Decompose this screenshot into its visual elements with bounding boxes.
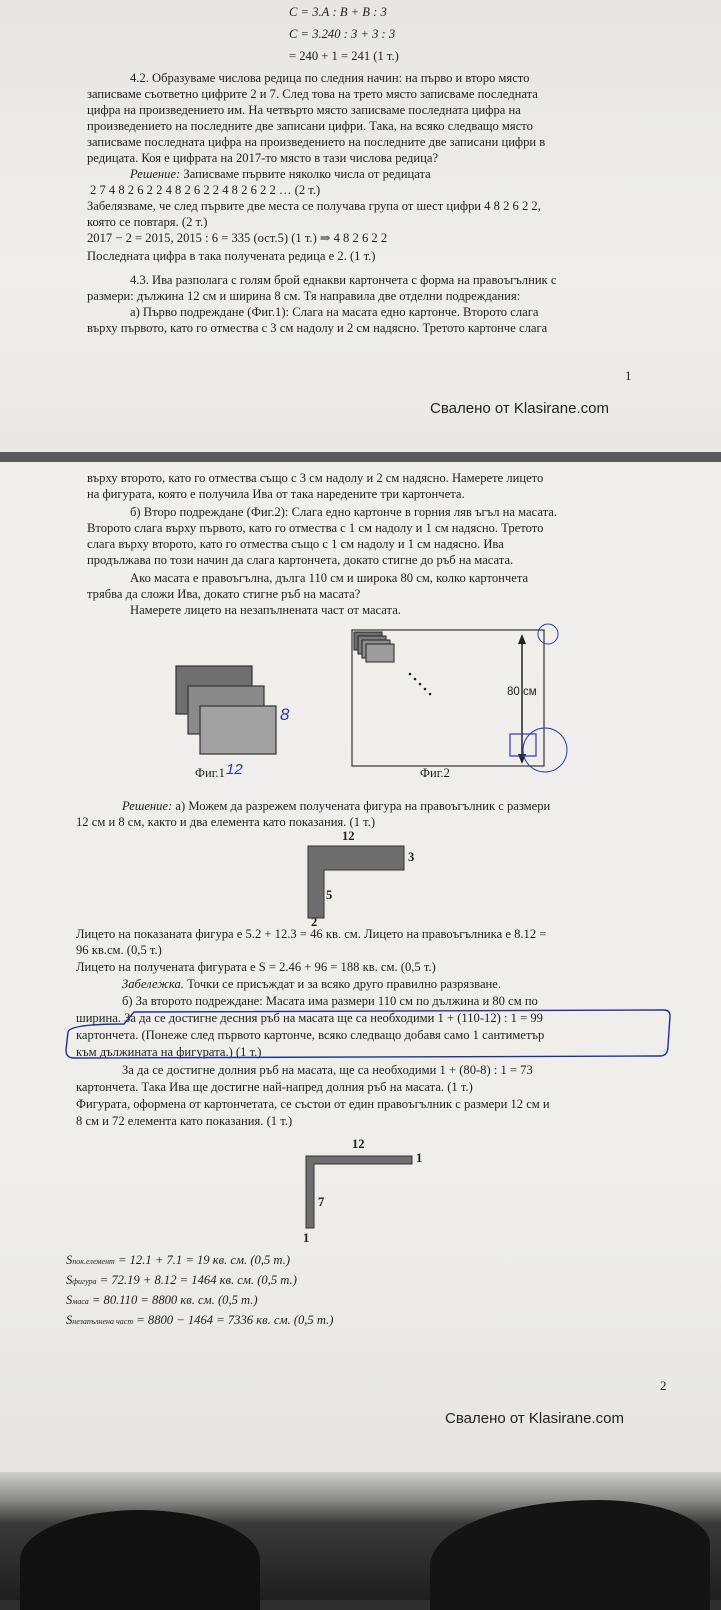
- formula-2-symbol: S: [66, 1273, 73, 1287]
- fig-1-caption: Фиг.1: [195, 766, 225, 780]
- equation-line-1: C = 3.А : В + В : 3: [289, 5, 387, 19]
- b-line-3: картончета. (Понеже след първото картонче, всяко следващо добавя само 1 сантиметър: [76, 1028, 545, 1042]
- background-dark-shape-left: [20, 1510, 260, 1610]
- formula-4-sub: незапълнена част: [72, 1317, 134, 1326]
- note-line-1: Забелязваме, че след първите две места се получава група от шест цифри 4 8 2 6 2 2,: [87, 199, 541, 213]
- shape-1: [300, 832, 430, 932]
- sol-a-label: Решение:: [122, 799, 173, 813]
- formula-2: [66, 1272, 297, 1290]
- sequence-line: 2 7 4 8 2 6 2 2 4 8 2 6 2 2 4 8 2 6 2 2 … (2 т.): [90, 183, 321, 197]
- problem-4-3-line-4: върху първото, като го отмества с 3 см надолу и 2 см надясно. Третото картонче слага: [87, 321, 548, 335]
- dot-5: [429, 693, 432, 696]
- problem-4-2-line-4: произведението на последните две записани цифри. Така, на всяко следващо място: [87, 119, 533, 133]
- equation-line-2: C = 3.240 : 3 + 3 : 3: [289, 27, 396, 41]
- card-3: [200, 706, 276, 754]
- arrow-up: [518, 634, 526, 644]
- fig2-card-4: [366, 644, 394, 662]
- problem-4-2-line-1: 4.2. Образуваме числова редица по следния начин: на първо и второ място: [130, 71, 530, 85]
- b-line-7: Фигурата, оформена от картончетата, се състои от един правоъгълник с размери 12 см и: [76, 1097, 550, 1111]
- formula-4: [66, 1312, 333, 1330]
- dot-2: [414, 678, 417, 681]
- fig-2-caption: Фиг.2: [420, 766, 450, 780]
- dot-3: [419, 683, 422, 686]
- fig-2-dimension-label: 80 см: [507, 686, 537, 698]
- intro-line-3: б) Второ подреждане (Фиг.2): Слага едно картонче в горния ляв ъгъл на масата.: [130, 505, 557, 519]
- l-element-1: [308, 846, 404, 918]
- intro-line-9: Намерете лицето на незапълнената част от масата.: [130, 603, 401, 617]
- intro-line-2: на фигурата, която е получила Ива от така наредените три картончета.: [87, 487, 465, 501]
- shape-2: [300, 1142, 430, 1242]
- area-line-3: Лицето на получената фигурата е S = 2.46 + 96 = 188 кв. см. (0,5 т.): [76, 960, 436, 974]
- figure-1: [160, 652, 310, 782]
- formula-2-rest: = 72.19 + 8.12 = 1464 кв. см. (0,5 т.): [96, 1273, 297, 1287]
- formula-2-sub: фигура: [72, 1277, 97, 1286]
- page-number-2: 2: [660, 1378, 667, 1393]
- solution-text: Записваме първите няколко числа от редицата: [180, 167, 431, 181]
- equation-line-3: = 240 + 1 = 241 (1 т.): [289, 49, 399, 63]
- problem-4-3-line-3: а) Първо подреждане (Фиг.1): Слага на масата едно картонче. Второто слага: [130, 305, 539, 319]
- shape2-bottom-label: 1: [303, 1231, 310, 1245]
- shape2-top-label: 12: [352, 1137, 365, 1151]
- problem-4-2-line-6: редицата. Коя е цифрата на 2017-то място в тази числова редица?: [87, 151, 439, 165]
- note-line-3: 2017 − 2 = 2015, 2015 : 6 = 335 (ост.5) (1 т.) ⇒ 4 8 2 6 2 2: [87, 231, 388, 245]
- handwritten-outline: [66, 1010, 670, 1058]
- shape1-mid-label: 5: [326, 888, 333, 902]
- note-label: Забележка.: [122, 977, 184, 991]
- formula-1-symbol: S: [66, 1253, 73, 1267]
- intro-line-1: върху второто, като го отмества също с 3 см надолу и 2 см надясно. Намерете лицето: [87, 471, 544, 485]
- page-1: [0, 0, 721, 452]
- note-line: [122, 976, 501, 992]
- formula-4-symbol: S: [66, 1313, 73, 1327]
- b-line-1: б) За второто подреждане: Масата има размери 110 см по дължина и 80 см по: [122, 994, 538, 1008]
- handwritten-circle-top: [538, 624, 558, 644]
- note-text: Точки се присъждат и за всяко друго правилно разрязване.: [183, 977, 502, 991]
- note-line-2: която се повтаря. (2 т.): [87, 215, 208, 229]
- b-line-2: ширина. За да се достигне десния ръб на масата ще са необходими 1 + (110-12) : 1 = 99: [76, 1011, 543, 1025]
- dot-1: [409, 673, 412, 676]
- b-line-8: 8 см и 72 елемента като показания. (1 т.): [76, 1114, 293, 1128]
- shape1-top-label: 12: [342, 829, 355, 843]
- shape2-right-label: 1: [416, 1151, 423, 1165]
- sol-a-line-1: [122, 798, 550, 814]
- problem-4-3-line-1: 4.3. Ива разполага с голям брой еднакви картончета с форма на правоъгълник с: [130, 273, 557, 287]
- formula-3-sub: маса: [72, 1297, 89, 1306]
- problem-4-2-line-5: записваме последната цифра на произведението на последните две записани цифри в: [87, 135, 546, 149]
- sol-a-line-2: 12 см и 8 см, както и два елемента като показания. (1 т.): [76, 815, 376, 829]
- handwritten-8: 8: [280, 705, 290, 724]
- b-line-6: картончета. Така Ива ще достигне най-напред долния ръб на масата. (1 т.): [76, 1080, 473, 1094]
- b-line-5: За да се достигне долния ръб на масата, ще са необходими 1 + (80-8) : 1 = 73: [122, 1063, 533, 1077]
- intro-line-8: трябва да сложи Ива, докато стигне ръб на масата?: [87, 587, 361, 601]
- handwritten-highlight: [64, 1006, 676, 1066]
- problem-4-2-line-2: записваме съответно цифрите 2 и 7. След това на трето място записваме последната: [87, 87, 538, 101]
- formula-1: [66, 1252, 290, 1270]
- formula-1-rest: = 12.1 + 7.1 = 19 кв. см. (0,5 т.): [114, 1253, 291, 1267]
- page-gap: [0, 452, 721, 462]
- area-line-2: 96 кв.см. (0,5 т.): [76, 943, 162, 957]
- solution-line: [130, 166, 431, 182]
- area-line-1: Лицето на показаната фигура е 5.2 + 12.3 = 46 кв. см. Лицето на правоъгълника е 8.12 =: [76, 927, 547, 941]
- formula-4-rest: = 8800 − 1464 = 7336 кв. см. (0,5 т.): [133, 1313, 334, 1327]
- intro-line-6: продължава по този начин да слага картончета, докато стигне до ръб на масата.: [87, 553, 514, 567]
- formula-3: [66, 1292, 258, 1310]
- formula-1-sub: пок.елемент: [72, 1257, 115, 1266]
- problem-4-3-line-2: размери: дължина 12 см и ширина 8 см. Тя направила две отделни подреждания:: [87, 289, 521, 303]
- watermark-1: Свалено от Klasirane.com: [430, 400, 609, 417]
- intro-line-4: Второто слага върху първото, като го отмества с 1 см надолу и 1 см надясно. Третото: [87, 521, 544, 535]
- shape1-right-label: 3: [408, 850, 415, 864]
- page-number-1: 1: [625, 368, 632, 383]
- sol-a-text: а) Можем да разрежем получената фигура на правоъгълник с размери: [172, 799, 551, 813]
- shape2-mid-label: 7: [318, 1195, 325, 1209]
- b-line-4: към дължината на фигурата.) (1 т.): [76, 1045, 262, 1059]
- problem-4-2-line-3: цифра на произведението им. На четвърто място записваме последната цифра на: [87, 103, 521, 117]
- formula-3-symbol: S: [66, 1293, 73, 1307]
- page-2: [0, 462, 721, 1472]
- watermark-2: Свалено от Klasirane.com: [445, 1410, 624, 1427]
- formula-3-rest: = 80.110 = 8800 кв. см. (0,5 т.): [88, 1293, 258, 1307]
- shape1-bottom-label: 2: [311, 915, 318, 929]
- solution-label: Решение:: [130, 167, 181, 181]
- intro-line-7: Ако масата е правоъгълна, дълга 110 см и широка 80 см, колко картончета: [130, 571, 529, 585]
- dot-4: [424, 688, 427, 691]
- figure-2: [350, 622, 590, 782]
- note-line-4: Последната цифра в така получената редица е 2. (1 т.): [87, 249, 376, 263]
- intro-line-5: слага върху второто, като го отмества също с 1 см надолу и 1 см надясно. Ива: [87, 537, 504, 551]
- l-element-2: [306, 1156, 412, 1228]
- handwritten-12: 12: [226, 761, 243, 778]
